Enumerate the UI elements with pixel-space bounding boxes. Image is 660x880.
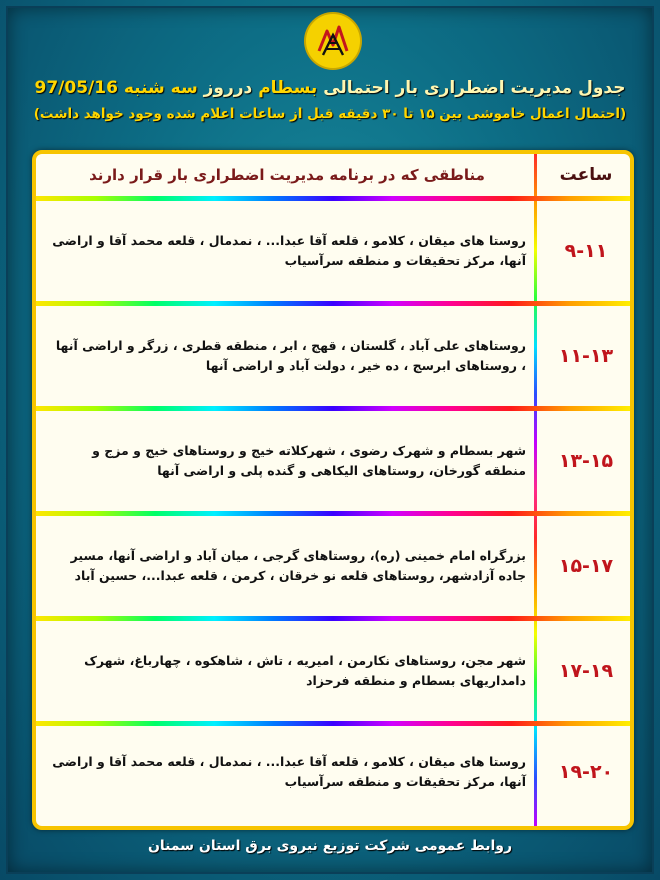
- schedule-table: [32, 150, 634, 830]
- table-row: [36, 726, 630, 818]
- title-day: سه شنبه: [123, 78, 198, 98]
- row-areas: بزرگراه امام خمینی (ره)، روستاهای گرجی ، میان آباد و اراضی آنها، مسیر جاده آزادشهر، روستاهای قلعه نو خرقان ، کرمن ، قلعه عبدا...، حسین آباد: [70, 548, 526, 583]
- table-row: [36, 621, 630, 721]
- row-time: ۹-۱۱: [564, 240, 608, 262]
- row-areas: روستاهای علی آباد ، گلستان ، قهج ، ابر ، منطقه قطری ، زرگر و اراضی آنها ، روستاهای ابرسج ، ده خیر ، دولت آباد و اراضی آنها: [55, 338, 526, 373]
- row-areas: روستا های میقان ، کلامو ، قلعه آقا عبدا... ، نمدمال ، قلعه محمد آقا و اراضی آنها، مرکز تحقیقات و منطقه سرآسیاب: [52, 233, 526, 268]
- header-time: ساعت: [559, 165, 613, 185]
- electric-company-logo-icon: [306, 14, 360, 68]
- page-subtitle: (احتمال اعمال خاموشی بین ۱۵ تا ۳۰ دقیقه قبل از ساعات اعلام شده وجود خواهد داشت): [33, 106, 627, 122]
- title-text: جدول مدیریت اضطراری بار احتمالی: [323, 78, 626, 98]
- row-time: ۱۹-۲۰: [558, 761, 614, 783]
- row-areas: شهر بسطام و شهرک رضوی ، شهرکلاته خیج و روستاهای خیج و مزج و منطقه گورخان، روستاهای الیکاهی و گنده پلی و اراضی آنها: [92, 443, 526, 478]
- table-row: [36, 306, 630, 406]
- table-row: [36, 411, 630, 511]
- row-time: ۱۳-۱۵: [558, 450, 614, 472]
- row-time: ۱۱-۱۳: [558, 345, 614, 367]
- row-time: ۱۷-۱۹: [558, 660, 614, 682]
- title-city: بسطام: [258, 78, 318, 98]
- header-areas: مناطقی که در برنامه مدیریت اضطراری بار قرار دارند: [89, 166, 485, 184]
- page-title: [20, 78, 640, 98]
- table-header: [36, 154, 630, 196]
- row-time: ۱۵-۱۷: [558, 555, 614, 577]
- title-day-label: درروز: [203, 78, 253, 98]
- row-areas: شهر مجن، روستاهای نکارمن ، امیریه ، تاش ، شاهکوه ، چهارباغ، شهرک دامداریهای بسطام و منطقه فرحزاد: [84, 653, 526, 688]
- table-row: [36, 516, 630, 616]
- row-areas: روستا های میقان ، کلامو ، قلعه آقا عبدا... ، نمدمال ، قلعه محمد آقا و اراضی آنها، مرکز تحقیقات و منطقه سرآسیاب: [52, 754, 526, 789]
- title-date: 97/05/16: [34, 78, 118, 98]
- table-row: [36, 201, 630, 301]
- footer-credit: روابط عمومی شرکت توزیع نیروی برق استان سمنان: [147, 838, 513, 854]
